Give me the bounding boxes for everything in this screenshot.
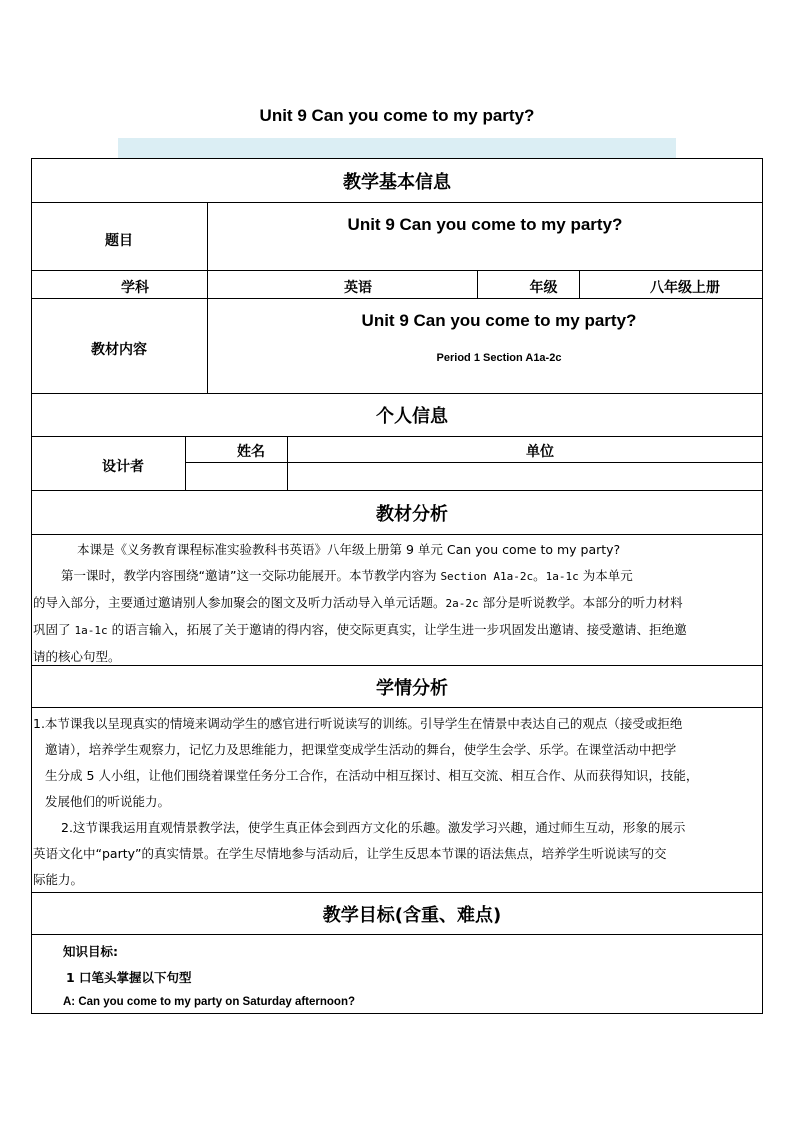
material-analysis-line: 巩固了 1a-1c 的语言输入，拓展了关于邀请的得内容，使交际更真实，让学生进一步巩固发出邀请、接受邀请、拒绝邀 <box>33 622 687 637</box>
grade-label: 年级 <box>529 280 558 296</box>
material-label: 教材内容 <box>91 342 147 358</box>
student-analysis-line: 2.这节课我运用直观情景教学法，使学生真正体会到西方文化的乐趣。激发学习兴趣，通过师生互动，形象的展示 <box>61 820 686 835</box>
row-divider <box>31 298 763 299</box>
subject-label: 学科 <box>121 280 149 296</box>
name-field <box>186 463 287 490</box>
student-analysis-line: 英语文化中“party”的真实情景。在学生尽情地参与活动后，让学生反思本节课的语法焦点，培养学生听说读写的交 <box>33 846 667 861</box>
topic-label: 题目 <box>105 233 133 249</box>
knowledge-goal-label: 知识目标: <box>63 944 118 959</box>
title-highlight-bar <box>118 138 676 158</box>
material-analysis-line: 第一课时，教学内容围绕“邀请”这一交际功能展开。本节教学内容为 Section A1a-2c。1a-1c 为本单元 <box>61 568 633 583</box>
designer-label: 设计者 <box>102 459 144 475</box>
name-label: 姓名 <box>237 444 265 460</box>
student-analysis-line: 1.本节课我以呈现真实的情境来调动学生的感官进行听说读写的训练。引导学生在情景中表达自己的观点（接受或拒绝 <box>33 716 683 731</box>
section-heading-material-analysis: 教材分析 <box>376 503 448 525</box>
material-analysis-line: 本课是《义务教育课程标准实验教科书英语》八年级上册第 9 单元 Can you come to my party? <box>77 542 621 557</box>
material-analysis-text <box>33 537 761 670</box>
material-analysis-line: 的导入部分，主要通过邀请别人参加聚会的图文及听力活动导入单元话题。2a-2c 部分是听说教学。本部分的听力材料 <box>33 595 683 610</box>
unit-field <box>288 463 762 490</box>
section-heading-personal-info: 个人信息 <box>376 406 448 427</box>
section-heading-student-analysis: 学情分析 <box>376 677 448 699</box>
goal-item-a: A: Can you come to my party on Saturday afternoon? <box>63 996 356 1008</box>
topic-value: Unit 9 Can you come to my party? <box>347 215 623 234</box>
student-analysis-line: 发展他们的听说能力。 <box>45 794 171 809</box>
student-analysis-line: 邀请），培养学生观察力，记忆力及思维能力，把课堂变成学生活动的舞台，使学生会学、乐学。在课堂活动中把学 <box>45 742 677 757</box>
grade-value: 八年级上册 <box>650 280 720 296</box>
subject-value: 英语 <box>344 280 372 296</box>
material-analysis-line: 请的核心句型。 <box>33 649 121 664</box>
row-divider <box>31 934 763 935</box>
material-period: Period 1 Section A1a-2c <box>436 352 562 364</box>
row-divider <box>31 202 763 203</box>
material-title: Unit 9 Can you come to my party? <box>361 311 637 330</box>
document-title: Unit 9 Can you come to my party? <box>259 106 535 125</box>
student-analysis-line: 际能力。 <box>33 872 84 887</box>
section-heading-basic-info: 教学基本信息 <box>343 171 451 193</box>
section-heading-teaching-goals: 教学目标(含重、难点) <box>322 904 502 926</box>
row-divider <box>31 534 763 535</box>
student-analysis-line: 生分成 5 人小组，让他们围绕着课堂任务分工合作，在活动中相互探讨、相互交流、相互合作、从而获得知识，技能， <box>45 768 699 783</box>
goal-item-1: 1 口笔头掌握以下句型 <box>66 970 192 985</box>
student-analysis-text <box>33 711 761 893</box>
row-divider <box>31 270 763 271</box>
row-divider <box>31 436 763 437</box>
unit-label: 单位 <box>526 444 554 460</box>
row-divider <box>31 707 763 708</box>
